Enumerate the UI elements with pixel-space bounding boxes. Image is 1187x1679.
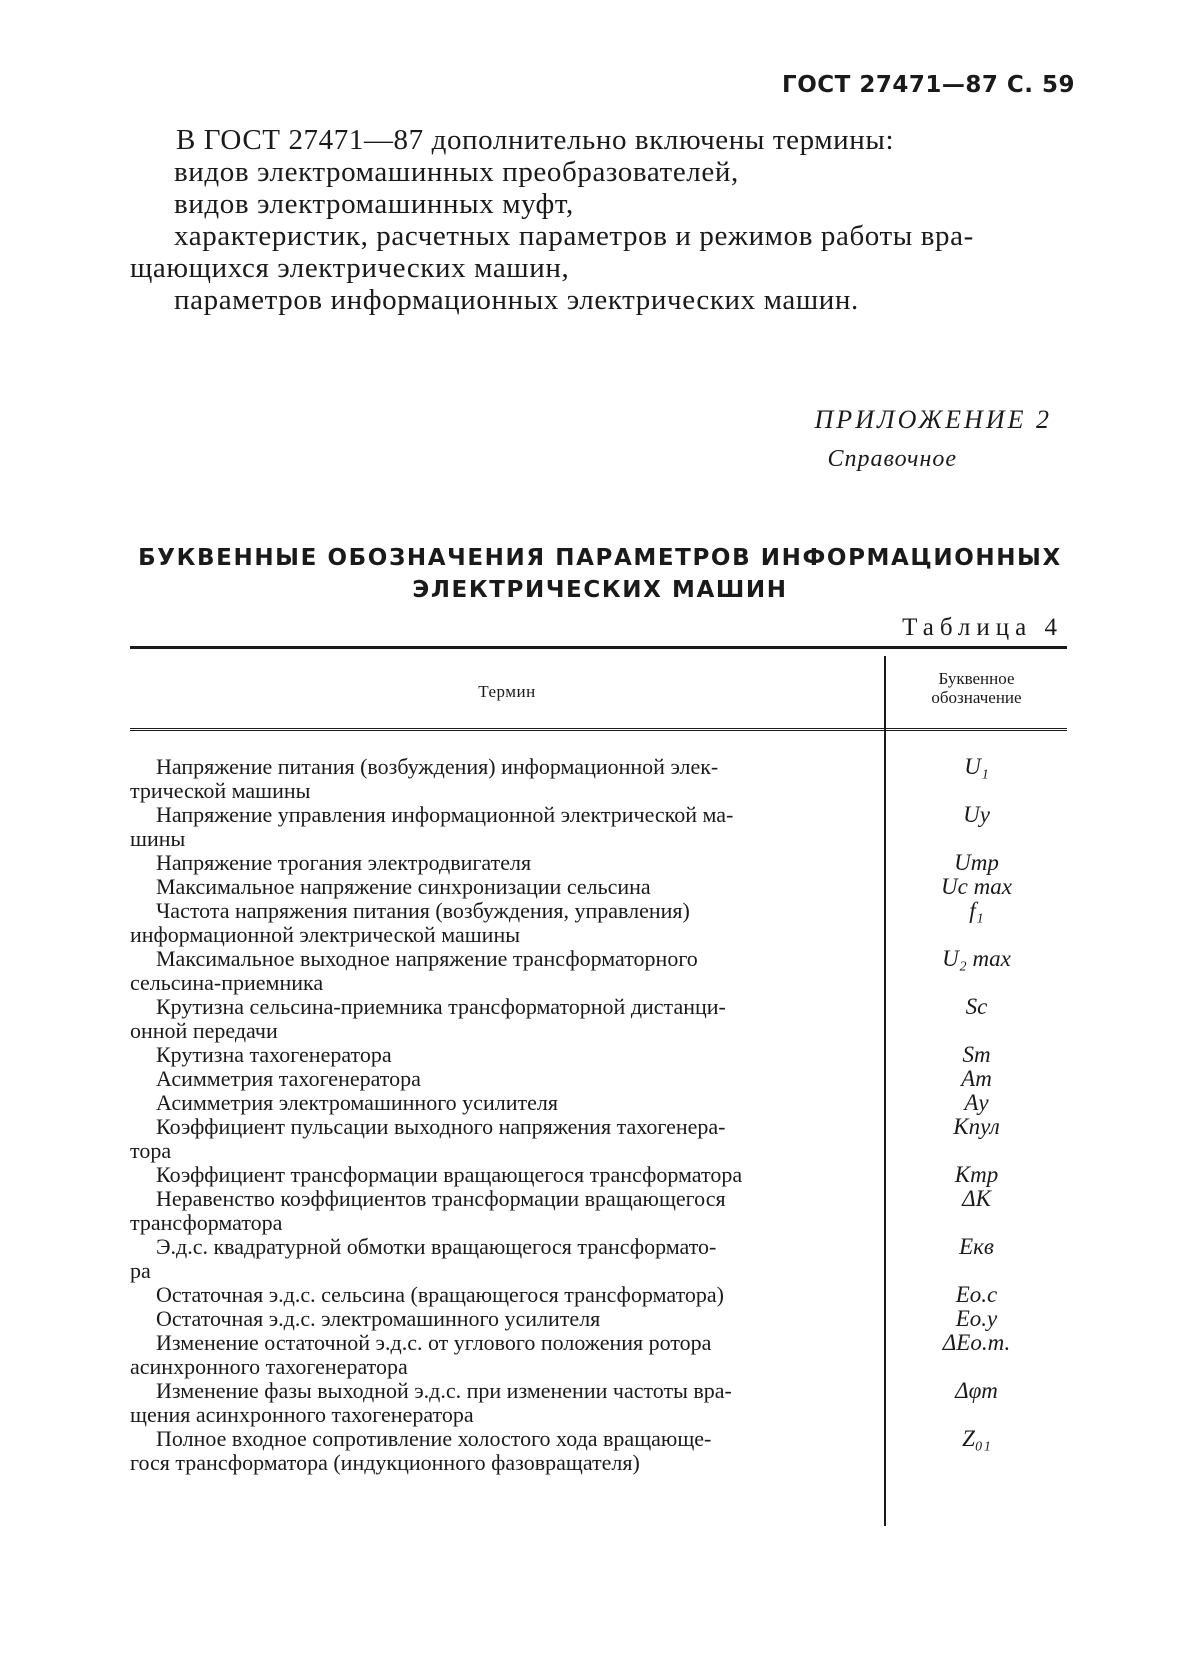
intro-line: видов электромашинных преобразователей, — [174, 156, 739, 188]
symbol-cell: Δφт — [955, 1378, 998, 1403]
term-cell — [130, 803, 856, 851]
term-cell — [130, 1331, 856, 1379]
symbol-cell: Sс — [965, 994, 988, 1019]
intro-line: характеристик, расчетных параметров и режимов работы вра- — [174, 220, 974, 252]
symbols-table — [130, 646, 1067, 1536]
section-title-line: ЭЛЕКТРИЧЕСКИХ МАШИН — [412, 577, 788, 603]
term-text: Э.д.с. квадратурной обмотки вращающегося трансформато- — [156, 1234, 717, 1259]
term-cell — [130, 1091, 856, 1115]
term-cell — [130, 1379, 856, 1427]
term-cell — [130, 875, 856, 899]
table-row — [130, 875, 1067, 899]
page-header: ГОСТ 27471—87 С. 59 — [782, 72, 1075, 98]
term-text: тора — [130, 1138, 172, 1163]
term-text: шины — [130, 826, 186, 851]
intro-line: В ГОСТ 27471—87 дополнительно включены термины: — [176, 124, 895, 156]
table-row — [130, 947, 1067, 995]
term-text: Частота напряжения питания (возбуждения, управления) — [156, 898, 690, 923]
term-text: Асимметрия электромашинного усилителя — [156, 1090, 558, 1115]
term-text: Максимальное выходное напряжение трансформаторного — [156, 946, 698, 971]
table-header-rule — [130, 728, 1067, 731]
term-text: Остаточная э.д.с. электромашинного усилителя — [156, 1306, 601, 1331]
symbol-cell: Eкв — [959, 1234, 994, 1259]
table-row — [130, 1283, 1067, 1307]
intro-line: щающихся электрических машин, — [130, 252, 570, 284]
term-text: Асимметрия тахогенератора — [156, 1066, 421, 1091]
table-top-rule — [130, 646, 1067, 649]
term-cell — [130, 1043, 856, 1067]
table-body — [130, 755, 1067, 1475]
intro-paragraph — [130, 124, 1070, 316]
symbol-cell: Uтр — [954, 850, 999, 875]
table-row — [130, 1427, 1067, 1475]
table-row — [130, 1187, 1067, 1235]
term-text: ра — [130, 1258, 151, 1283]
symbol-cell: U₂ max — [942, 946, 1011, 971]
term-cell — [130, 1427, 856, 1475]
term-cell — [130, 899, 856, 947]
section-title — [130, 542, 1070, 606]
term-text: сельсина-приемника — [130, 970, 324, 995]
appendix-reference: Справочное — [827, 446, 957, 472]
term-text: асинхронного тахогенератора — [130, 1354, 408, 1379]
symbol-cell: Kтр — [954, 1162, 999, 1187]
table-number: Таблица 4 — [902, 614, 1063, 641]
section-title-line: БУКВЕННЫЕ ОБОЗНАЧЕНИЯ ПАРАМЕТРОВ ИНФОРМАЦИОННЫХ — [138, 545, 1062, 571]
term-text: Неравенство коэффициентов трансформации вращающегося — [156, 1186, 726, 1211]
table-row — [130, 1307, 1067, 1331]
table-row — [130, 1235, 1067, 1283]
term-text: щения асинхронного тахогенератора — [130, 1402, 474, 1427]
table-row — [130, 851, 1067, 875]
term-text: Коэффициент трансформации вращающегося трансформатора — [156, 1162, 743, 1187]
symbol-cell: U₁ — [964, 754, 989, 779]
term-cell — [130, 755, 856, 803]
term-cell — [130, 1187, 856, 1235]
symbol-cell: Sт — [962, 1042, 991, 1067]
symbol-cell: Aт — [961, 1066, 992, 1091]
column-header-symbol-line: Буквенное — [938, 669, 1015, 688]
table-row — [130, 755, 1067, 803]
symbol-cell: Kпул — [953, 1114, 1000, 1139]
term-text: информационной электрической машины — [130, 922, 521, 947]
term-text: гося трансформатора (индукционного фазовращателя) — [130, 1450, 640, 1475]
term-text: Коэффициент пульсации выходного напряжения тахогенера- — [156, 1114, 726, 1139]
table-row — [130, 1115, 1067, 1163]
table-row — [130, 1163, 1067, 1187]
term-cell — [130, 1067, 856, 1091]
table-row — [130, 1067, 1067, 1091]
term-text: Напряжение трогания электродвигателя — [156, 850, 532, 875]
table-row — [130, 1091, 1067, 1115]
term-cell — [130, 1115, 856, 1163]
symbol-cell: Eо.с — [955, 1282, 998, 1307]
table-row — [130, 995, 1067, 1043]
term-cell — [130, 1283, 856, 1307]
term-text: Напряжение управления информационной электрической ма- — [156, 802, 734, 827]
symbol-cell: ΔK — [962, 1186, 991, 1211]
table-row — [130, 1043, 1067, 1067]
symbol-cell: f₁ — [969, 898, 984, 923]
symbol-cell: Uc max — [941, 874, 1012, 899]
term-text: трической машины — [130, 778, 311, 803]
table-row — [130, 803, 1067, 851]
term-cell — [130, 947, 856, 995]
intro-line: видов электромашинных муфт, — [174, 188, 574, 220]
symbol-cell: ΔEо.т. — [942, 1330, 1011, 1355]
term-text: Максимальное напряжение синхронизации сельсина — [156, 874, 651, 899]
term-text: Крутизна тахогенератора — [156, 1042, 392, 1067]
table-row — [130, 1379, 1067, 1427]
term-cell — [130, 1235, 856, 1283]
column-header-symbol-line: обозначение — [931, 688, 1022, 707]
table-row — [130, 899, 1067, 947]
term-text: Изменение остаточной э.д.с. от углового положения ротора — [156, 1330, 712, 1355]
symbol-cell: Z₀₁ — [962, 1426, 991, 1451]
term-cell — [130, 851, 856, 875]
symbol-cell: Uу — [963, 802, 990, 827]
term-cell — [130, 1307, 856, 1331]
term-text: Крутизна сельсина-приемника трансформаторной дистанци- — [156, 994, 726, 1019]
term-text: трансформатора — [130, 1210, 283, 1235]
column-header-symbol — [886, 669, 1067, 707]
term-cell — [130, 995, 856, 1043]
column-header-term: Термин — [478, 682, 536, 701]
symbol-cell: Eо.у — [955, 1306, 998, 1331]
symbol-cell: Aу — [964, 1090, 989, 1115]
term-cell — [130, 1163, 856, 1187]
table-row — [130, 1331, 1067, 1379]
term-text: Полное входное сопротивление холостого хода вращающе- — [156, 1426, 712, 1451]
term-text: Остаточная э.д.с. сельсина (вращающегося трансформатора) — [156, 1282, 724, 1307]
term-text: онной передачи — [130, 1018, 278, 1043]
intro-line: параметров информационных электрических машин. — [174, 284, 859, 316]
term-text: Напряжение питания (возбуждения) информационной элек- — [156, 754, 719, 779]
appendix-label: ПРИЛОЖЕНИЕ 2 — [814, 405, 1052, 434]
term-text: Изменение фазы выходной э.д.с. при изменении частоты вра- — [156, 1378, 732, 1403]
